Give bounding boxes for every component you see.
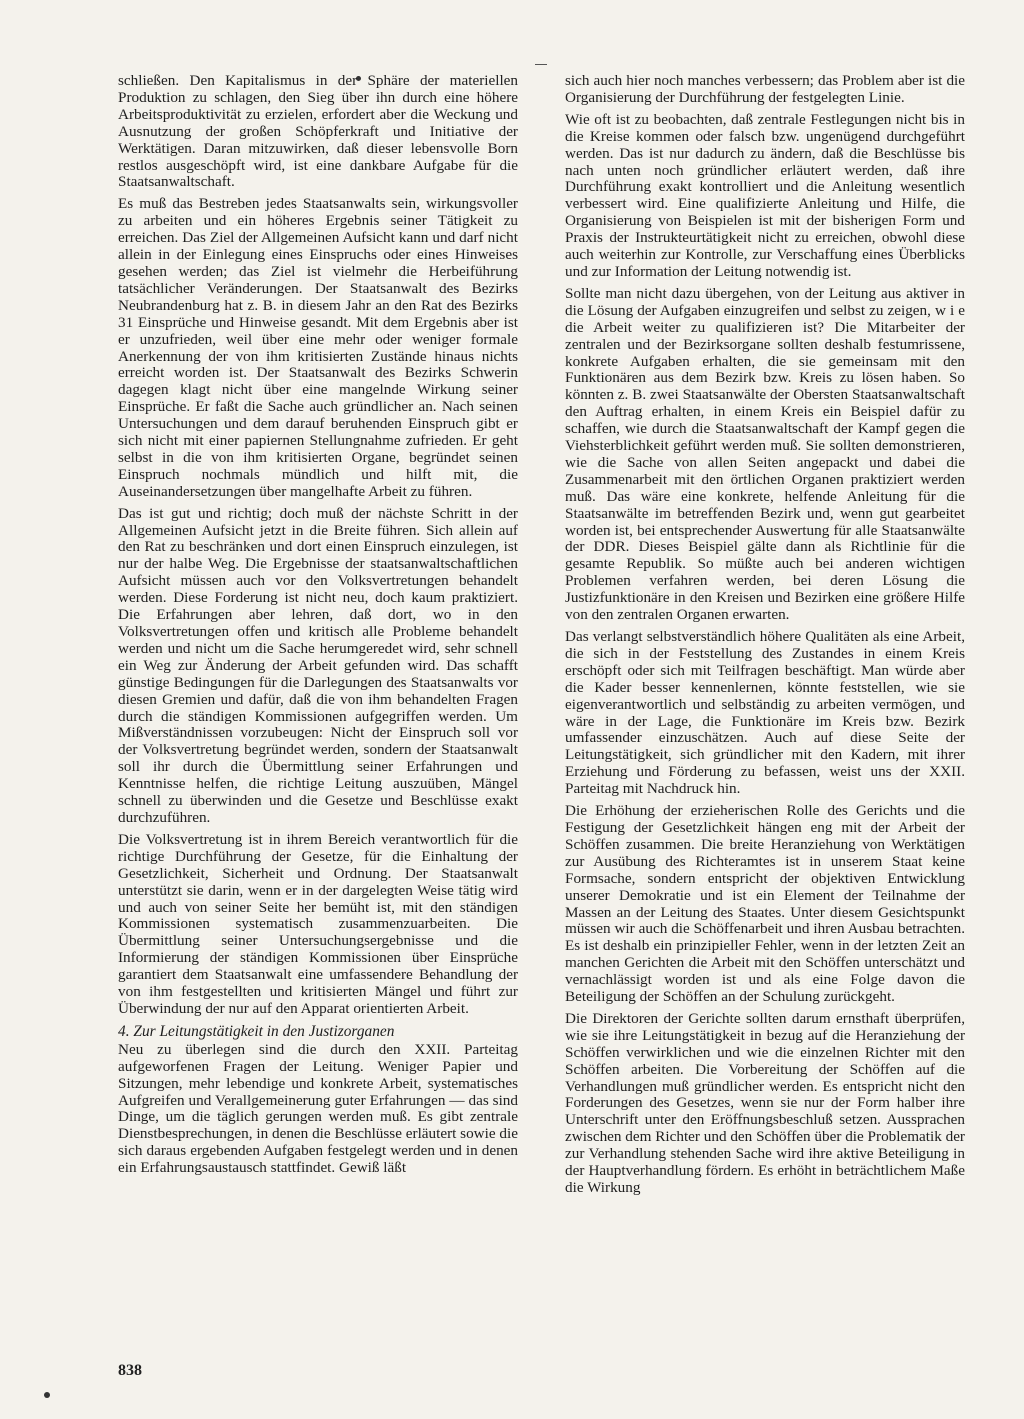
left-column — [118, 73, 518, 1182]
paragraph: Die Volksvertretung ist in ihrem Bereich verantwortlich für die richtige Durchführung der Gesetze, für die Einhaltung der Gesetzlichkeit, Sicherheit und Ordnung. Der Staatsanwalt unterstützt sie darin, wenn er in der dargelegten Weise tätig wird und auch von seiner Seite her bemüht ist, mit den ständigen Kommissionen systematisch zusammenzuarbeiten. Die Übermittlung seiner Untersuchungsergebnisse und die Informierung der ständigen Kommissionen über Einsprüche garantiert dem Staatsanwalt eine umfassendere Behandlung der von ihm festgestellten und kritisierten Mängel und führt zur Überwindung der nur auf den Apparat orientierten Arbeit. — [118, 830, 518, 1017]
paragraph: Die Erhöhung der erzieherischen Rolle des Gerichts und die Festigung der Gesetzlichkeit hängen eng mit der Arbeit der Schöffen zusammen. Die breite Heranziehung von Werktätigen zur Ausübung des Richteramtes ist in unserem Staat keine Formsache, sondern entspricht der objektiven Entwicklung unserer Demokratie und ist ein Element der Teilnahme der Massen an der Leitung des Staates. Unter diesem Gesichtspunkt müssen wir auch die Schöffenarbeit und ihren Ausbau betrachten. Es ist deshalb ein prinzipieller Fehler, wenn in der letzten Zeit an manchen Gerichten die Arbeit mit den Schöffen unterschätzt und vernachlässigt worden ist und als eine Folge davon die Beteiligung der Schöffen an der Schulung zurückgeht. — [565, 802, 965, 1006]
section-heading: 4. Zur Leitungstätigkeit in den Justizorganen — [118, 1022, 395, 1040]
paragraph: Das ist gut und richtig; doch muß der nächste Schritt in der Allgemeinen Aufsicht jetzt in die Breite führen. Sich allein auf den Rat zu beschränken und dort einen Einspruch einzulegen, ist nur der halbe Weg. Die Ergebnisse der staatsanwaltschaftlichen Aufsicht müssen auch vor den Volksvertretungen behandelt werden. Diese Forderung ist nicht neu, doch kaum praktiziert. Die Erfahrungen aber lehren, daß dort, wo in den Volksvertretungen offen und kritisch alle Probleme behandelt werden und nicht um die Sache herumgeredet wird, sehr schnell ein Weg zur Änderung der Arbeit gefunden wird. Das schafft günstige Bedingungen für die Darlegungen des Staatsanwalts vor diesen Gremien und dafür, daß die von ihm behandelten Fragen durch die ständigen Kommissionen aufgegriffen werden. Um Mißverständnissen vorzubeugen: Nicht der Einspruch soll vor der Volksvertretung begründet werden, sondern der Staatsanwalt soll ihr durch die Übermittlung seiner Erfahrungen und Kenntnisse helfen, die richtige Leitung auszuüben, Mängel schnell zu überwinden und die Gesetze und Beschlüsse exakt durchzuführen. — [118, 504, 518, 826]
margin-speck — [44, 1392, 50, 1398]
paragraph: schließen. Den Kapitalismus in der Sphäre der materiellen Produktion zu schlagen, den Sieg über ihn durch eine höhere Arbeitsproduktivität zu erzielen, erfordert aber die Weckung und Ausnutzung der großen Schöpferkraft und Initiative der Werktätigen. Daran mitzuwirken, daß dieser lebensvolle Born restlos ausgeschöpft wird, ist eine dankbare Aufgabe für die Staatsanwaltschaft. — [118, 72, 518, 191]
paragraph: Die Direktoren der Gerichte sollten darum ernsthaft überprüfen, wie sie ihre Leitungstätigkeit in bezug auf die Heranziehung der Schöffen verwirklichen und wie die einzelnen Richter mit den Schöffen arbeiten. Die Vorbereitung der Schöffen auf die Verhandlungen muß gründlicher werden. Es entspricht nicht den Forderungen des Gesetzes, wenn sie nur der Form halber ihre Unterschrift unter den Eröffnungsbeschluß setzen. Aussprachen zwischen dem Richter und den Schöffen über die Problematik der zur Verhandlung stehenden Sache wird ihre aktive Beteiligung in der Hauptverhandlung fördern. Es erhöht in beträchtlichem Maße die Wirkung — [565, 1009, 965, 1196]
paragraph: sich auch hier noch manches verbessern; das Problem aber ist die Organisierung der Durchführung der festgelegten Linie. — [565, 72, 965, 106]
paragraph: Sollte man nicht dazu übergehen, von der Leitung aus aktiver in die Lösung der Aufgaben einzugreifen und selbst zu zeigen, w i e die Arbeit weiter zu qualifizieren ist? Die Mitarbeiter der zentralen und der Bezirksorgane sollten deshalb festumrissene, konkrete Aufgaben erhalten, die sie gemeinsam mit den Funktionären aus dem Bezirk bzw. Kreis zu lösen haben. So könnten z. B. zwei Staatsanwälte der Obersten Staatsanwaltschaft den Auftrag erhalten, in einem Kreis ein Beispiel dafür zu schaffen, wie durch die Staatsanwaltschaft der Kampf gegen die Viehsterblichkeit geführt werden muß. Sie sollten demonstrieren, wie die Sache von allen Seiten angepackt und dabei die Zusammenarbeit mit den örtlichen Organen praktiziert werden muß. Das wäre eine konkrete, helfende Anleitung für die Staatsanwälte im betreffenden Bezirk und, wenn gut gearbeitet worden ist, bei entsprechender Auswertung für alle Staatsanwälte der DDR. Dieses Beispiel gälte dann als Richtlinie für die gesamte Republik. So müßte auch bei anderen wichtigen Problemen verfahren werden, bei deren Lösung die Justizfunktionäre in den Kreisen und Bezirken eine größere Hilfe von den zentralen Organen erwarten. — [565, 284, 965, 624]
paragraph: Es muß das Bestreben jedes Staatsanwalts sein, wirkungsvoller zu arbeiten und ein höheres Ergebnis seiner Tätigkeit zu erreichen. Das Ziel der Allgemeinen Aufsicht kann und darf nicht allein in der Einlegung eines Einspruchs oder eines Hinweises gesehen werden; das Ziel ist vielmehr die Herbeiführung tatsächlicher Veränderungen. Der Staatsanwalt des Bezirks Neubrandenburg hat z. B. in diesem Jahr an den Rat des Bezirks 31 Einsprüche und Hinweise gesandt. Mit dem Ergebnis aber ist er unzufrieden, weil über eine mehr oder weniger formale Anerkennung der von ihm kritisierten Zustände hinaus nichts erreicht worden ist. Der Staatsanwalt des Bezirks Schwerin dagegen klagt nicht über eine mangelnde Wirkung seiner Einsprüche. Er faßt die Sache auch gründlicher an. Nach seinen Untersuchungen und dem darauf beruhenden Einspruch gibt er sich nicht mit einer papiernen Stellungnahme zufrieden. Er geht selbst in die von ihm kritisierten Organe, begründet seinen Einspruch nochmals mündlich und hilft mit, die Auseinandersetzungen über mangelhafte Arbeit zu führen. — [118, 195, 518, 500]
paragraph: Neu zu überlegen sind die durch den XXII. Parteitag aufgeworfenen Fragen der Leitung. Weniger Papier und Sitzungen, mehr lebendige und konkrete Arbeit, systematisches Aufgreifen und Verallgemeinerung guter Erfahrungen — das sind Dinge, um die täglich gerungen werden muß. Es gibt zentrale Dienstbesprechungen, in denen die Beschlüsse erläutert sowie die sich daraus ergebenden Aufgaben festgelegt werden und in denen ein Erfahrungsaustausch stattfindet. Gewiß läßt — [118, 1040, 518, 1177]
paragraph: Das verlangt selbstverständlich höhere Qualitäten als eine Arbeit, die sich in der Feststellung des Zustandes in einem Kreis erschöpft oder sich mit Teilfragen beschäftigt. Man würde aber die Kader besser kennenlernen, könnte feststellen, wie sie eigenverantwortlich und selbständig zu arbeiten vermögen, und wäre in der Lage, die Funktionäre im Kreis bzw. Bezirk umfassender einzuschätzen. Auch auf diese Seite der Leitungstätigkeit, sich gründlicher mit den Kadern, mit ihrer Erziehung und Förderung zu befassen, weist uns der XXII. Parteitag mit Nachdruck hin. — [565, 628, 965, 798]
print-mark — [535, 64, 547, 65]
right-column — [565, 73, 965, 1202]
page-number: 838 — [118, 1362, 142, 1379]
paragraph: Wie oft ist zu beobachten, daß zentrale Festlegungen nicht bis in die Kreise kommen oder falsch bzw. ungenügend durchgeführt werden. Das ist nur dadurch zu ändern, daß die Beschlüsse bis nach unten noch gründlicher erläutert werden, daß ihre Durchführung exakt kontrolliert und die Anleitung wesentlich verbessert wird. Eine qualifizierte Anleitung und Hilfe, die Organisierung von Beispielen ist mit der bisherigen Form und Praxis der Instrukteurtätigkeit nicht zu erreichen, obwohl diese auch weiterhin zur Kontrolle, zur Verschaffung eines Überblicks und zur Information der Leitung notwendig ist. — [565, 110, 965, 280]
